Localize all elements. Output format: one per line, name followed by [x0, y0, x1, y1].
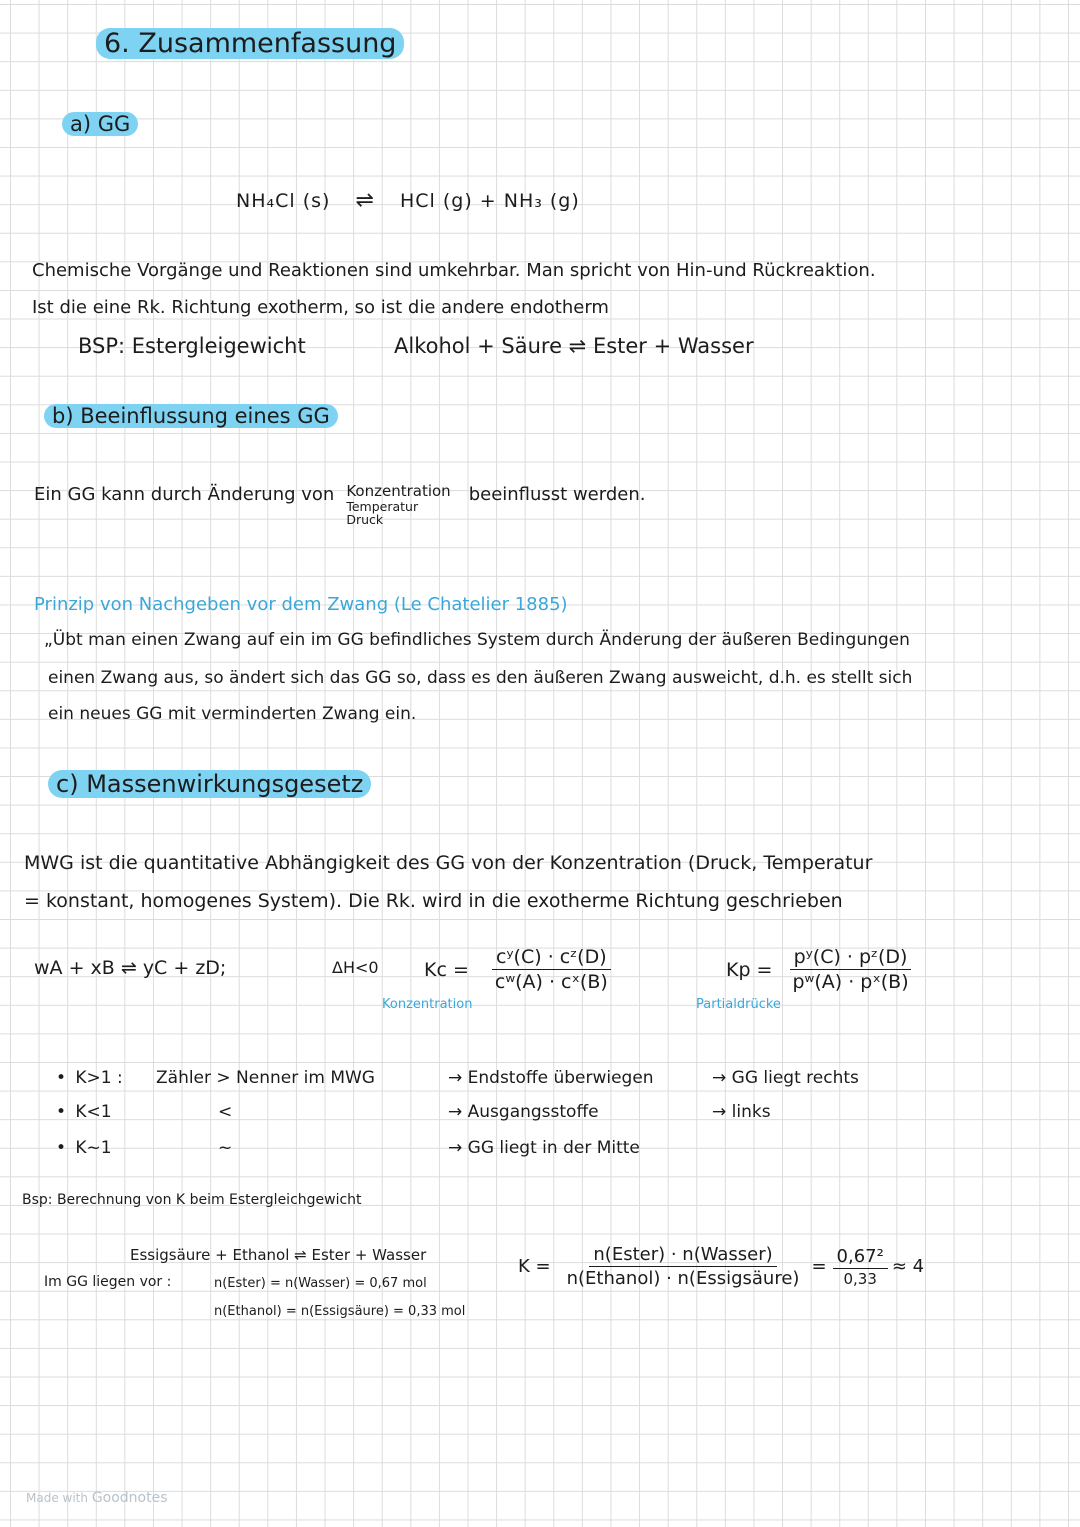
- k-label: K =: [518, 1256, 551, 1277]
- case-row: [56, 1138, 112, 1158]
- delta-h: ΔH<0: [332, 958, 379, 977]
- kp-formula: [726, 946, 913, 993]
- section-c-heading: c) Massenwirkungsgesetz: [48, 770, 371, 798]
- k-result-value: ≈ 4: [891, 1256, 925, 1277]
- case-description: <: [218, 1102, 233, 1122]
- bullet-icon: •: [56, 1138, 67, 1158]
- equation-right: HCl (g) + NH₃ (g): [399, 190, 580, 212]
- case-result: → Endstoffe überwiegen: [448, 1068, 654, 1088]
- section-c-text-2: = konstant, homogenes System). Die Rk. wird in die exotherme Richtung geschrieben: [24, 890, 843, 912]
- section-b-line-start: Ein GG kann durch Änderung von: [34, 484, 335, 505]
- k-denominator: n(Ethanol) · n(Essigsäure): [566, 1268, 800, 1289]
- kc-numerator: cʸ(C) · cᶻ(D): [492, 946, 611, 970]
- example-label: BSP: Estergleigewicht: [78, 334, 306, 358]
- equilibrium-arrow-icon: ⇌: [355, 188, 375, 213]
- case-description: ~: [218, 1138, 233, 1158]
- example-equation: Alkohol + Säure ⇌ Ester + Wasser: [394, 334, 754, 358]
- footer-prefix: Made with: [26, 1491, 88, 1505]
- quote-line-2: einen Zwang aus, so ändert sich das GG so, dass es den äußeren Zwang ausweicht, d.h. es stellt sich: [48, 668, 913, 688]
- kp-label: Kp =: [726, 958, 773, 981]
- present-line-2: n(Ethanol) = n(Essigsäure) = 0,33 mol: [214, 1304, 466, 1319]
- k-calculation: [518, 1244, 924, 1289]
- k-result-denominator: 0,33: [843, 1269, 877, 1288]
- page-title: 6. Zusammenfassung: [96, 28, 404, 59]
- section-a-heading: a) GG: [62, 112, 138, 136]
- quote-line-1: „Übt man einen Zwang auf ein im GG befindliches System durch Änderung der äußeren Bedingungen: [44, 630, 910, 650]
- k-result-fraction: [833, 1246, 888, 1288]
- kp-denominator: pʷ(A) · pˣ(B): [792, 971, 909, 993]
- k-numerator: n(Ester) · n(Wasser): [589, 1244, 776, 1267]
- factor-item: Druck: [346, 511, 384, 527]
- kc-formula: [424, 946, 612, 993]
- factor-list: [346, 484, 450, 526]
- kc-label: Kc =: [424, 958, 469, 981]
- present-label: Im GG liegen vor :: [44, 1274, 172, 1290]
- k-equals: =: [811, 1256, 827, 1277]
- section-a-text-2: Ist die eine Rk. Richtung exotherm, so ist die andere endotherm: [32, 297, 609, 318]
- example-reaction: Essigsäure + Ethanol ⇌ Ester + Wasser: [130, 1246, 427, 1264]
- k-fraction: [563, 1244, 804, 1289]
- kp-note: Partialdrücke: [696, 997, 781, 1012]
- section-b-heading: b) Beeinflussung eines GG: [44, 404, 338, 428]
- case-result: → GG liegt in der Mitte: [448, 1138, 640, 1158]
- case-condition: K~1: [75, 1138, 112, 1158]
- section-c-text-1: MWG ist die quantitative Abhängigkeit des GG von der Konzentration (Druck, Temperatur: [24, 852, 873, 874]
- case-condition: K>1 :: [75, 1068, 123, 1088]
- kp-numerator: pʸ(C) · pᶻ(D): [790, 946, 912, 970]
- example-heading: Bsp: Berechnung von K beim Estergleichgewicht: [22, 1192, 362, 1208]
- case-position: → links: [712, 1102, 771, 1122]
- case-row: [56, 1068, 123, 1088]
- section-a-text-1: Chemische Vorgänge und Reaktionen sind umkehrbar. Man spricht von Hin-und Rückreaktion.: [32, 260, 876, 281]
- case-condition: K<1: [75, 1102, 112, 1122]
- case-position: → GG liegt rechts: [712, 1068, 859, 1088]
- kp-fraction: [788, 946, 912, 993]
- kc-fraction: [491, 946, 612, 993]
- k-result-numerator: 0,67²: [833, 1246, 888, 1269]
- kc-denominator: cʷ(A) · cˣ(B): [494, 971, 608, 993]
- factor-item: Temperatur: [346, 498, 419, 514]
- kc-note: Konzentration: [382, 997, 473, 1012]
- footer-brand: Goodnotes: [91, 1490, 168, 1506]
- section-b-line-end: beeinflusst werden.: [468, 484, 646, 505]
- principle-title: Prinzip von Nachgeben vor dem Zwang (Le Chatelier 1885): [34, 594, 568, 615]
- general-reaction: wA + xB ⇌ yC + zD;: [34, 957, 227, 979]
- equation-left: NH₄Cl (s): [236, 190, 331, 212]
- footer-watermark: [26, 1490, 168, 1506]
- present-line-1: n(Ester) = n(Wasser) = 0,67 mol: [214, 1276, 427, 1291]
- reaction-equation: [236, 188, 580, 213]
- case-result: → Ausgangsstoffe: [448, 1102, 599, 1122]
- factor-item: Konzentration: [346, 482, 451, 500]
- section-b-line: [34, 484, 645, 526]
- case-description: Zähler > Nenner im MWG: [156, 1068, 375, 1088]
- quote-line-3: ein neues GG mit verminderten Zwang ein.: [48, 704, 417, 724]
- bullet-icon: •: [56, 1102, 67, 1122]
- bullet-icon: •: [56, 1068, 67, 1088]
- case-row: [56, 1102, 112, 1122]
